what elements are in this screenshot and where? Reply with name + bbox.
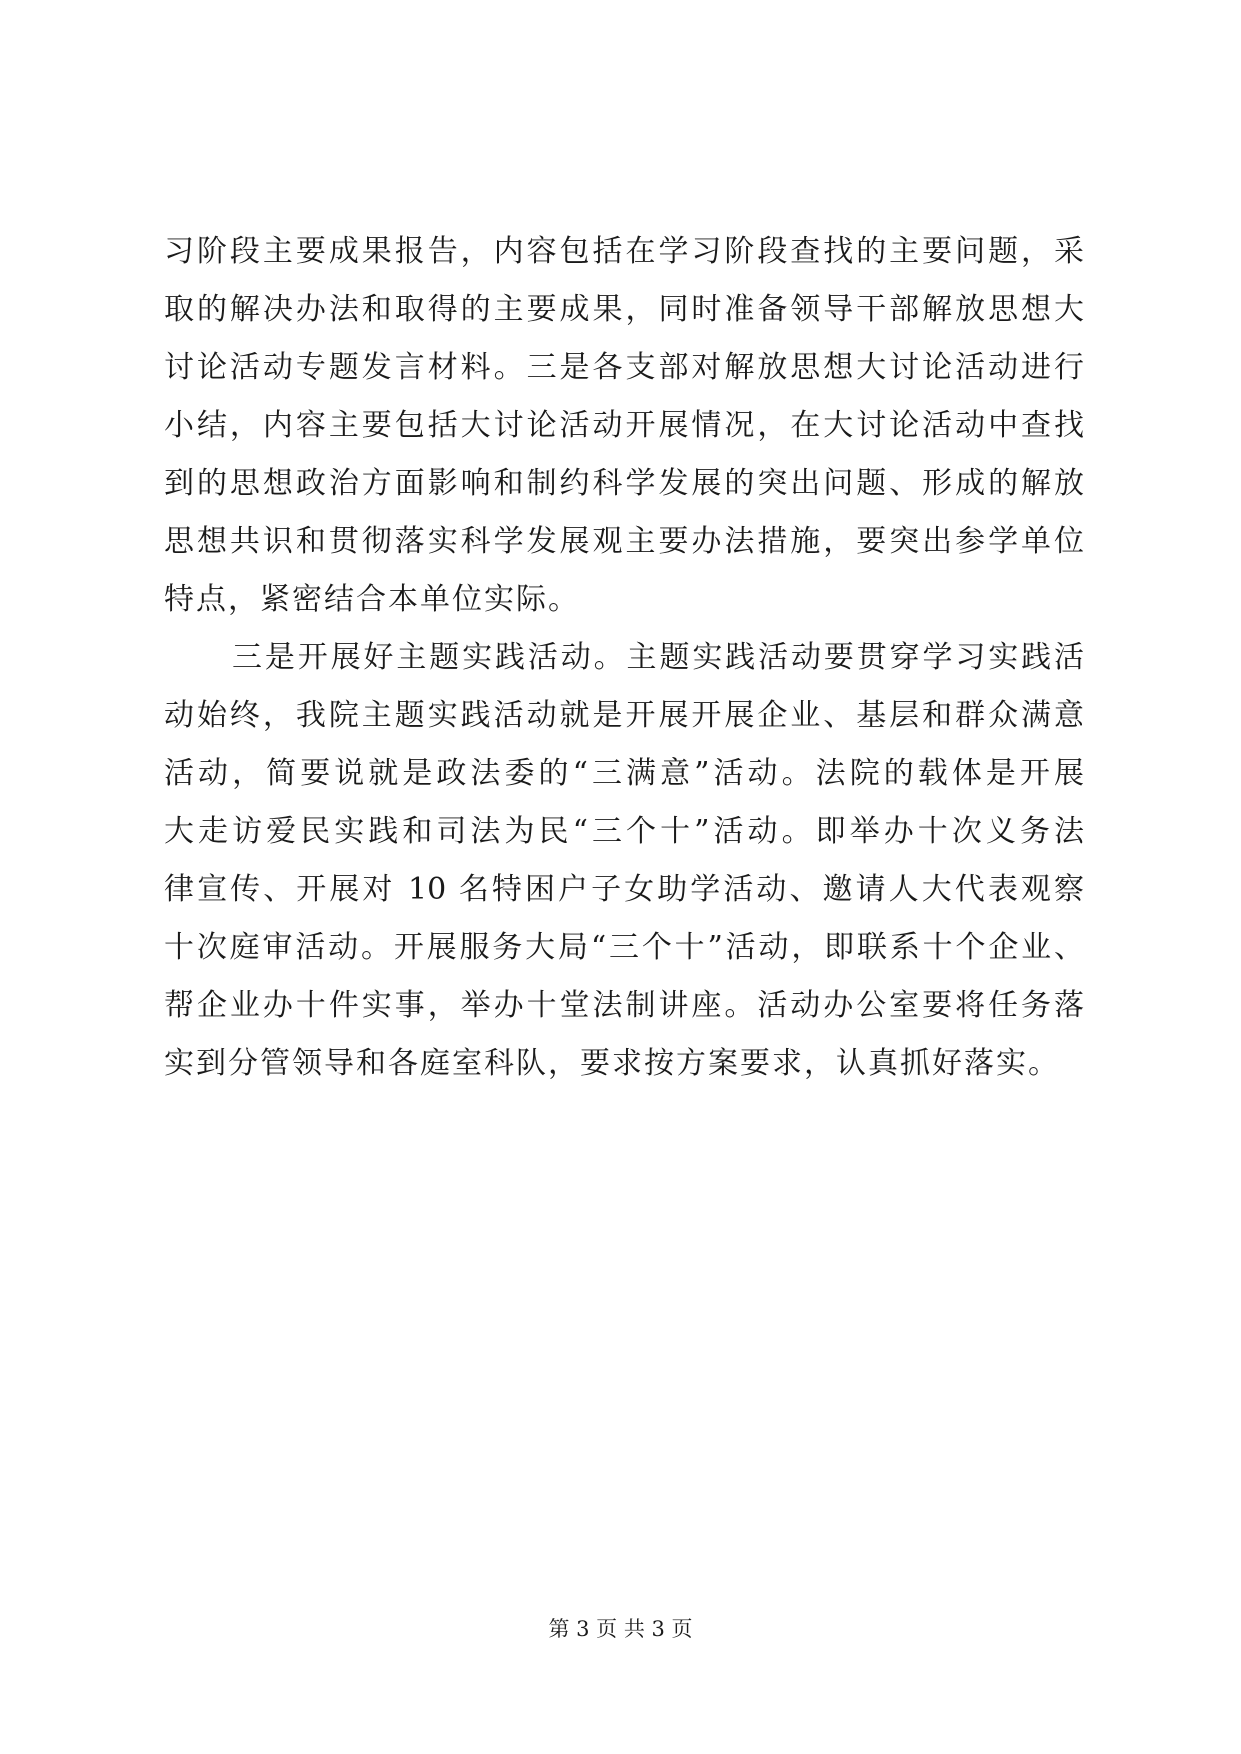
text-line: 思想共识和贯彻落实科学发展观主要办法措施，要突出参学单位	[164, 524, 1084, 559]
text-line: 实到分管领导和各庭室科队，要求按方案要求，认真抓好落实。	[164, 1046, 1060, 1081]
paragraph-1	[164, 223, 1084, 629]
body-text	[164, 223, 1084, 1093]
text-line: 到的思想政治方面影响和制约科学发展的突出问题、形成的解放	[164, 466, 1084, 501]
text-line: 取的解决办法和取得的主要成果，同时准备领导干部解放思想大	[164, 292, 1084, 327]
paragraph-2	[164, 629, 1084, 1093]
text-line: 活动，简要说就是政法委的“三满意”活动。法院的载体是开展	[164, 756, 1084, 791]
text-line: 讨论活动专题发言材料。三是各支部对解放思想大讨论活动进行	[164, 350, 1084, 385]
text-line: 动始终，我院主题实践活动就是开展开展企业、基层和群众满意	[164, 698, 1084, 733]
text-line: 帮企业办十件实事，举办十堂法制讲座。活动办公室要将任务落	[164, 988, 1084, 1023]
text-line: 大走访爱民实践和司法为民“三个十”活动。即举办十次义务法	[164, 814, 1084, 849]
text-line: 三是开展好主题实践活动。主题实践活动要贯穿学习实践活	[232, 640, 1084, 675]
text-line: 小结，内容主要包括大讨论活动开展情况，在大讨论活动中查找	[164, 408, 1084, 443]
page-number-footer: 第 3 页 共 3 页	[548, 1617, 693, 1641]
text-line: 十次庭审活动。开展服务大局“三个十”活动，即联系十个企业、	[164, 930, 1084, 965]
text-line: 特点，紧密结合本单位实际。	[164, 582, 580, 617]
text-line: 习阶段主要成果报告，内容包括在学习阶段查找的主要问题，采	[164, 234, 1084, 269]
text-line: 律宣传、开展对 10 名特困户子女助学活动、邀请人大代表观察	[164, 872, 1084, 907]
